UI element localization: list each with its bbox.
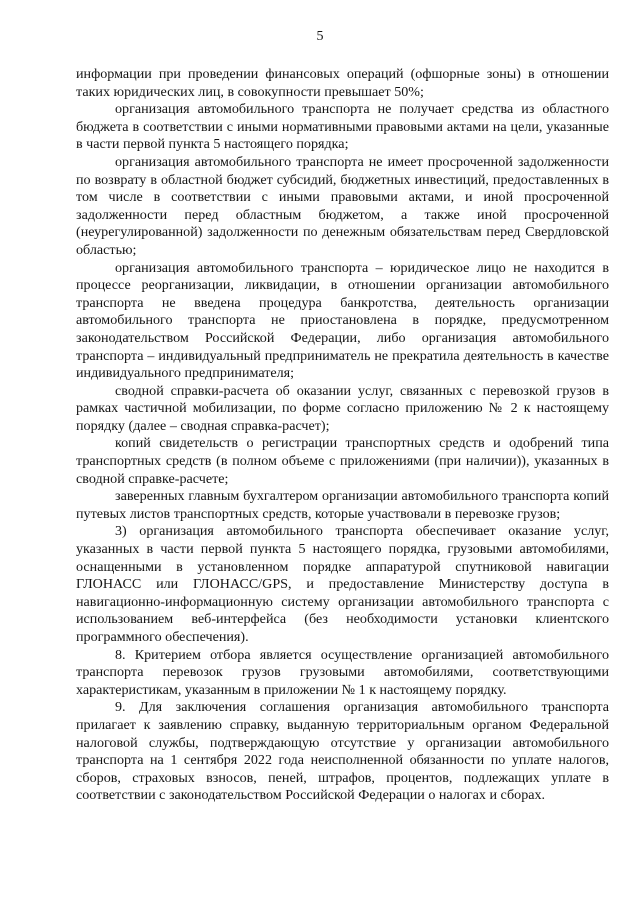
- paragraph-no-regional-funds: организация автомобильного транспорта не получает средства из областного бюджета в соответствии с иными нормативными правовыми актами на цели, указанные в части первой пункта 5 настоящего порядка;: [76, 101, 609, 153]
- paragraph-registration-copies: копий свидетельств о регистрации транспортных средств и одобрений типа транспортных средств (в полном объеме с приложениями (при наличии)), указанных в сводной справке-расчете;: [76, 435, 609, 487]
- paragraph-summary-certificate: сводной справки-расчета об оказании услуг, связанных с перевозкой грузов в рамках частичной мобилизации, по форме согласно приложению № 2 к настоящему порядку (далее – сводная справка-расчет);: [76, 382, 609, 434]
- paragraph-no-overdue-debt: организация автомобильного транспорта не имеет просроченной задолженности по возврату в областной бюджет субсидий, бюджетных инвестиций, предоставленных в том числе в соответствии с иными правовыми актами, и иной просроченной задолженности перед областным бюджетом, а также иной просроченной (неурегулированной) задолженности по денежным обязательствам перед Свердловской областью;: [76, 153, 609, 258]
- paragraph-glonass-navigation: 3) организация автомобильного транспорта обеспечивает оказание услуг, указанных в части первой пункта 5 настоящего порядка, грузовыми автомобилями, оснащенными в установленном порядке аппаратурой спутниковой навигации ГЛОНАСС или ГЛОНАСС/GPS, и предоставление Министерству доступа в навигационно-информационную систему организации автомобильного транспорта с использованием веб-интерфейса (без необходимости установки клиентского программного обеспечения).: [76, 523, 609, 645]
- paragraph-tax-certificate: 9. Для заключения соглашения организация автомобильного транспорта прилагает к заявлению справку, выданную территориальным органом Федеральной налоговой службы, подтверждающую отсутствие у организации автомобильного транспорта на 1 сентября 2022 года неисполненной обязанности по уплате налогов, сборов, страховых взносов, пеней, штрафов, процентов, подлежащих уплате в соответствии с законодательством Российской Федерации о налогах и сборах.: [76, 699, 609, 804]
- paragraph-not-in-liquidation: организация автомобильного транспорта – юридическое лицо не находится в процессе реорганизации, ликвидации, в отношении организации автомобильного транспорта не введена процедура банкротства, деятельность организации автомобильного транспорта не приостановлена в порядке, предусмотренном законодательством Российской Федерации, либо организация автомобильного транспорта – индивидуальный предприниматель не прекратила деятельность в качестве индивидуального предпринимателя;: [76, 259, 609, 382]
- paragraph-waybill-copies: заверенных главным бухгалтером организации автомобильного транспорта копий путевых листов транспортных средств, которые участвовали в перевозке грузов;: [76, 488, 609, 522]
- paragraph-continuation: информации при проведении финансовых операций (офшорные зоны) в отношении таких юридических лиц, в совокупности превышает 50%;: [76, 66, 609, 100]
- document-body: [76, 66, 609, 805]
- paragraph-selection-criterion: 8. Критерием отбора является осуществление организацией автомобильного транспорта перевозок грузов грузовыми автомобилями, соответствующими характеристикам, указанным в приложении № 1 к настоящему порядку.: [76, 646, 609, 698]
- page-number: 5: [316, 29, 324, 44]
